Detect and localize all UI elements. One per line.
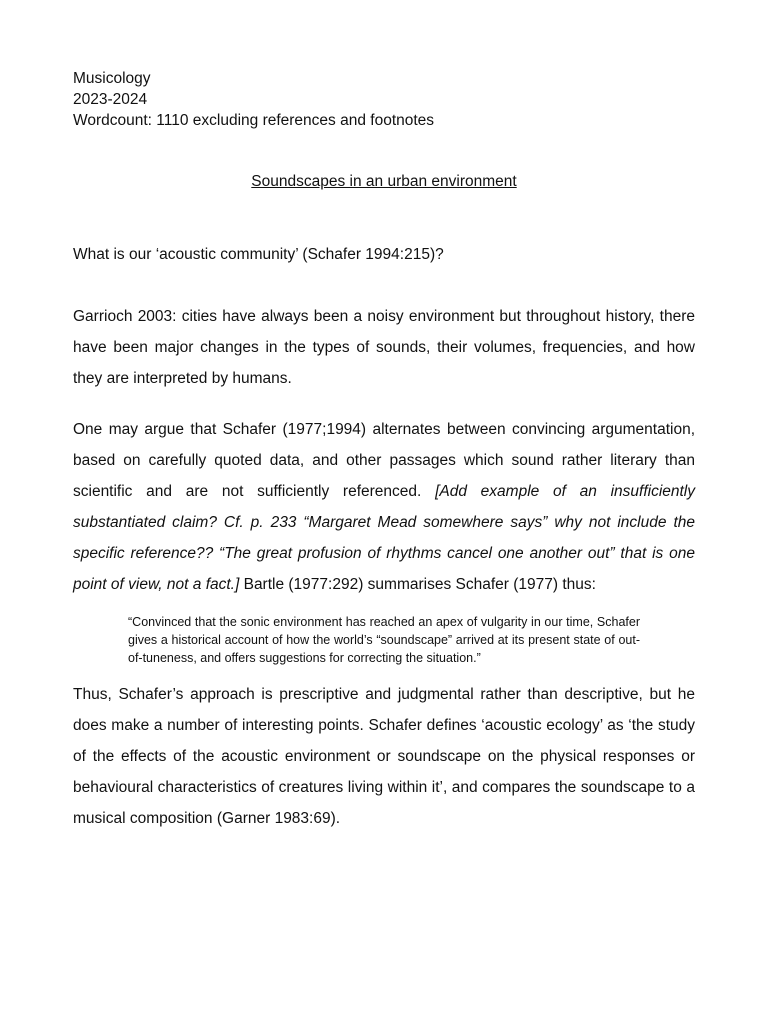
- argument-paragraph: [73, 414, 695, 600]
- document-title: Soundscapes in an urban environment: [251, 173, 517, 190]
- question-paragraph: What is our ‘acoustic community’ (Schafer 1994:215)?: [73, 246, 444, 263]
- wordcount-line: Wordcount: 1110 excluding references and footnotes: [73, 112, 435, 129]
- year-line: 2023-2024: [73, 91, 148, 108]
- argument-text-1: One may argue that Schafer (1977;1994) alternates between convincing argumentation, based on carefully quoted data, and other passages which sound rather literary than scientific and are not sufficiently referenced.: [73, 421, 695, 500]
- editor-note: [Add example of an insufficiently substantiated claim? Cf. p. 233 “Margaret Mead somewhere says” why not include the specific reference?? “The great profusion of rhythms cancel one another out” that is one point of view, not a fact.]: [73, 483, 696, 593]
- block-quote: “Convinced that the sonic environment has reached an apex of vulgarity in our time, Schafer gives a historical account of how the world’s “soundscape” arrived at its present state of out-of-tuneness, and offers suggestions for correcting the situation.”: [128, 615, 640, 665]
- garrioch-paragraph: Garrioch 2003: cities have always been a noisy environment but throughout history, there have been major changes in the types of sounds, their volumes, frequencies, and how they are interpreted by humans.: [73, 308, 695, 387]
- document-page: [73, 68, 695, 834]
- subject-line: Musicology: [73, 70, 151, 87]
- thus-paragraph: Thus, Schafer’s approach is prescriptive and judgmental rather than descriptive, but he does make a number of interesting points. Schafer defines ‘acoustic ecology’ as ‘the study of the effects of the acoustic environment or soundscape on the physical responses or behavioural characteristics of creatures living within it’, and compares the soundscape to a musical composition (Garner 1983:69).: [73, 686, 695, 827]
- argument-text-2: Bartle (1977:292) summarises Schafer (1977) thus:: [239, 576, 596, 593]
